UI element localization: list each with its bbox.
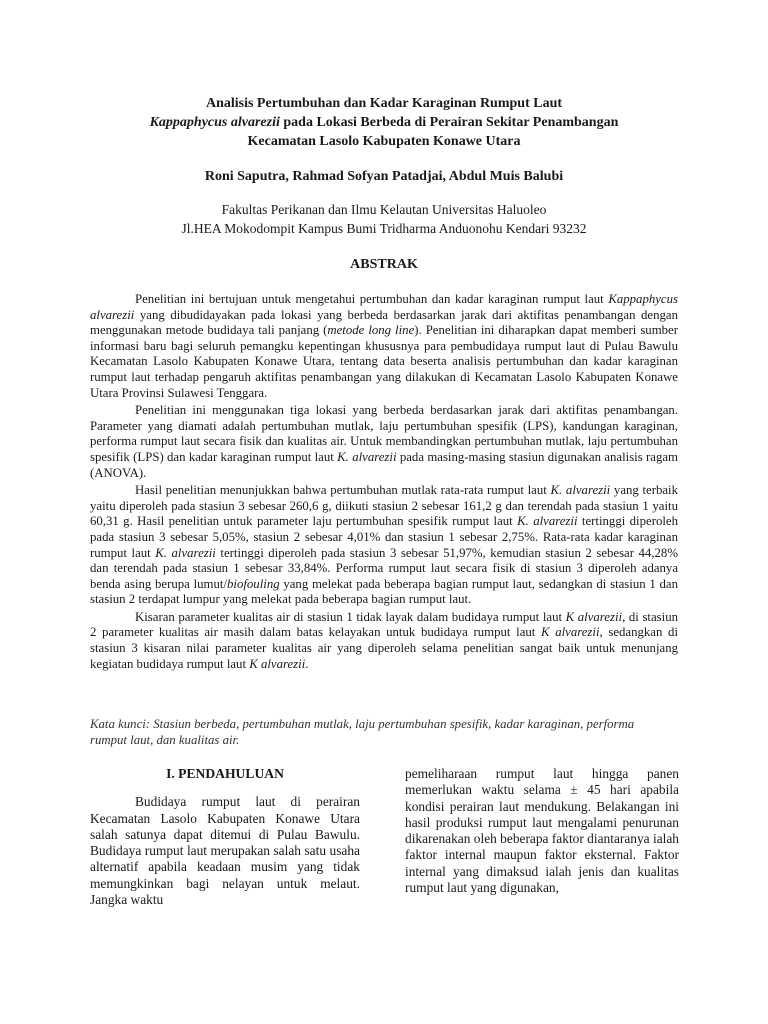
title-line-3: Kecamatan Lasolo Kabupaten Konawe Utara bbox=[247, 134, 521, 149]
section-heading-introduction: I. PENDAHULUAN bbox=[166, 766, 284, 781]
title-line-1: Analisis Pertumbuhan dan Kadar Karaginan Rumput Laut bbox=[205, 96, 563, 111]
abstract-paragraph-1: Penelitian ini bertujuan untuk mengetahui pertumbuhan dan kadar karaginan rumput laut Kappaphycus alvarezii yang dibudidayakan pada lokasi yang berbeda berdasarkan jarak dari aktifitas penambangan dengan menggunakan metode budidaya tali panjang (metode long line). Penelitian ini diharapkan dapat memberi sumber informasi baru bagi seluruh pemangku kepentingan khususnya para pembudidaya rumput laut di Pulau Bawulu Kecamatan Lasolo Kabupaten Konawe Utara, tentang data beserta analisis pertumbuhan dan kadar karaginan rumput laut terhadap pengaruh aktifitas penambangan yang dilakukan di Kecamatan Lasolo Kabupaten Konawe Utara Provinsi Sulawesi Tenggara. bbox=[90, 292, 679, 400]
abstract-paragraph-4: Kisaran parameter kualitas air di stasiun 1 tidak layak dalam budidaya rumput laut K alvarezii, di stasiun 2 parameter kualitas air masih dalam batas kelayakan untuk budidaya rumput laut K alvarezii, sedangkan di stasiun 3 kisaran nilai parameter kualitas air yang diperoleh selama penelitian sangat baik untuk menunjang kegiatan budidaya rumput laut K alvarezii. bbox=[90, 609, 679, 671]
abstract-paragraph-2: Penelitian ini menggunakan tiga lokasi yang berbeda berdasarkan jarak dari aktifitas penambangan. Parameter yang diamati adalah pertumbuhan mutlak, laju pertumbuhan spesifik (LPS), kandungan karaginan, performa rumput laut secara fisik dan kualitas air. Untuk membandingkan pertumbuhan mutlak, laju pertumbuhan spesifik (LPS) dan kadar karaginan rumput laut K. alvarezii pada masing-masing stasiun digunakan analisis ragam (ANOVA). bbox=[90, 403, 679, 480]
intro-right-column bbox=[405, 766, 679, 896]
species-name: Kappaphycus alvarezii bbox=[149, 115, 280, 130]
intro-paragraph-right: pemeliharaan rumput laut hingga panen memerlukan waktu selama ± 45 hari apabila kondisi perairan laut mendukung. Belakangan ini hasil produksi rumput laut mengalami penurunan dikarenakan oleh beberapa faktor diantaranya ialah faktor internal maupun faktor eksternal. Faktor internal yang dimaksud ialah jenis dan kualitas rumput laut yang digunakan, bbox=[405, 766, 679, 896]
paper-title bbox=[0, 94, 768, 151]
affiliation-address: Jl.HEA Mokodompit Kampus Bumi Tridharma Anduonohu Kendari 93232 bbox=[181, 221, 587, 236]
affiliation-faculty: Fakultas Perikanan dan Ilmu Kelautan Universitas Haluoleo bbox=[221, 202, 547, 217]
affiliation bbox=[0, 200, 768, 238]
abstract-heading: ABSTRAK bbox=[350, 257, 418, 272]
author-list: Roni Saputra, Rahmad Sofyan Patadjai, Abdul Muis Balubi bbox=[204, 169, 564, 184]
abstract-body bbox=[90, 292, 678, 674]
abstract-paragraph-3: Hasil penelitian menunjukkan bahwa pertumbuhan mutlak rata-rata rumput laut K. alvarezii yang terbaik yaitu diperoleh pada stasiun 3 sebesar 260,6 g, diikuti stasiun 2 sebesar 161,2 g dan terendah pada stasiun 1 yaitu 60,31 g. Hasil penelitian untuk parameter laju pertumbuhan spesifik rumput laut K. alvarezii tertinggi diperoleh pada stasiun 3 sebesar 5,05%, stasiun 2 sebesar 4,01% dan stasiun 1 sebesar 2,75%. Rata-rata kadar karaginan rumput laut K. alvarezii tertinggi diperoleh pada stasiun 3 sebesar 51,97%, kemudian stasiun 2 sebesar 44,28% dan terendah pada stasiun 1 sebesar 33,84%. Performa rumput laut secara fisik di stasiun 3 diperoleh adanya benda asing berupa lumut/biofouling yang melekat pada beberapa bagian rumput laut, sedangkan di stasiun 1 dan stasiun 2 terdapat lumpur yang melekat pada beberapa bagian rumput laut. bbox=[90, 483, 679, 607]
intro-left-column bbox=[90, 766, 360, 908]
title-line-2 bbox=[0, 113, 768, 132]
intro-paragraph-left: Budidaya rumput laut di perairan Kecamatan Lasolo Kabupaten Konawe Utara salah satunya dapat ditemui di Pulau Bawulu. Budidaya rumput laut merupakan salah satu usaha alternatif apabila keadaan musim yang tidak memungkinkan bagi nelayan untuk melaut. Jangka waktu bbox=[90, 794, 360, 908]
title-line-2-rest: pada Lokasi Berbeda di Perairan Sekitar Penambangan bbox=[279, 115, 619, 130]
keywords: Kata kunci: Stasiun berbeda, pertumbuhan mutlak, laju pertumbuhan spesifik, kadar karaginan, performa rumput laut, dan kualitas air. bbox=[90, 717, 635, 747]
